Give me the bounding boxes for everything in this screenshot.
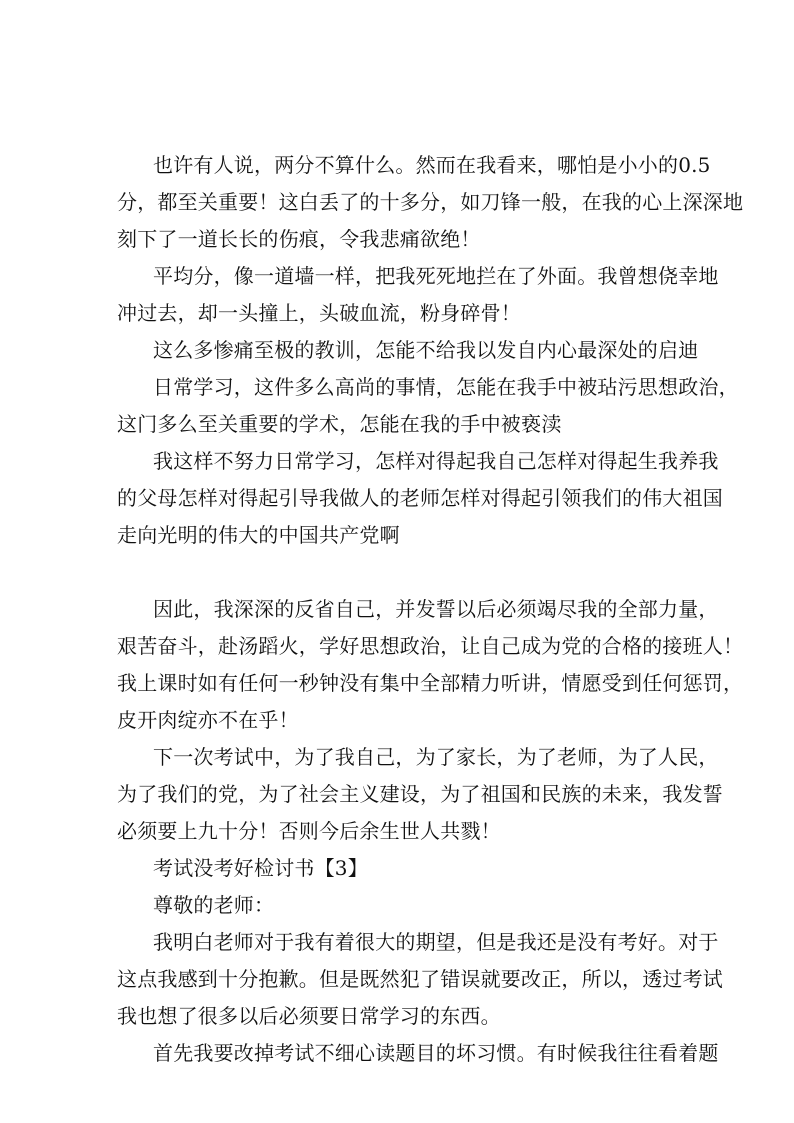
text-line: 的父母怎样对得起引导我做人的老师怎样对得起引领我们的伟大祖国 — [117, 486, 723, 510]
text-line: 必须要上九十分！否则今后余生世人共戮！ — [117, 819, 501, 843]
text-line: 皮开肉绽亦不在乎！ — [117, 708, 299, 732]
text-line: 艰苦奋斗，赴汤蹈火，学好思想政治，让自己成为党的合格的接班人！ — [117, 634, 744, 658]
section-title: 考试没考好检讨书【3】 — [153, 856, 368, 880]
text-line: 也许有人说，两分不算什么。然而在我看来，哪怕是小小的0.5 — [153, 153, 711, 177]
text-line: 走向光明的伟大的中国共产党啊 — [117, 523, 400, 547]
text-line: 我明白老师对于我有着很大的期望，但是我还是没有考好。对于 — [153, 930, 719, 954]
text-line: 我上课时如有任何一秒钟没有集中全部精力听讲，情愿受到任何惩罚， — [117, 671, 744, 695]
text-line: 分，都至关重要！这白丢了的十多分，如刀锋一般，在我的心上深深地 — [117, 190, 744, 214]
text-line: 冲过去，却一头撞上，头破血流，粉身碎骨！ — [117, 301, 521, 325]
text-line: 因此，我深深的反省自己，并发誓以后必须竭尽我的全部力量， — [153, 597, 719, 621]
text-line: 刻下了一道长长的伤痕，令我悲痛欲绝！ — [117, 227, 481, 251]
text-line: 我这样不努力日常学习，怎样对得起我自己怎样对得起生我养我 — [153, 449, 719, 473]
text-line: 下一次考试中，为了我自己，为了家长，为了老师，为了人民， — [153, 745, 719, 769]
text-line: 日常学习，这件多么高尚的事情，怎能在我手中被玷污思想政治， — [153, 375, 739, 399]
text-line: 为了我们的党，为了社会主义建设，为了祖国和民族的未来，我发誓 — [117, 782, 723, 806]
text-line: 平均分，像一道墙一样，把我死死地拦在了外面。我曾想侥幸地 — [153, 264, 719, 288]
text-line: 这点我感到十分抱歉。但是既然犯了错误就要改正，所以，透过考试 — [117, 967, 723, 991]
text-line: 我也想了很多以后必须要日常学习的东西。 — [117, 1004, 501, 1028]
salutation: 尊敬的老师： — [153, 893, 275, 917]
text-line: 这么多惨痛至极的教训，怎能不给我以发自内心最深处的启迪 — [153, 338, 699, 362]
text-line: 首先我要改掉考试不细心读题目的坏习惯。有时候我往往看着题 — [153, 1041, 719, 1065]
text-line: 这门多么至关重要的学术，怎能在我的手中被亵渎 — [117, 412, 562, 436]
